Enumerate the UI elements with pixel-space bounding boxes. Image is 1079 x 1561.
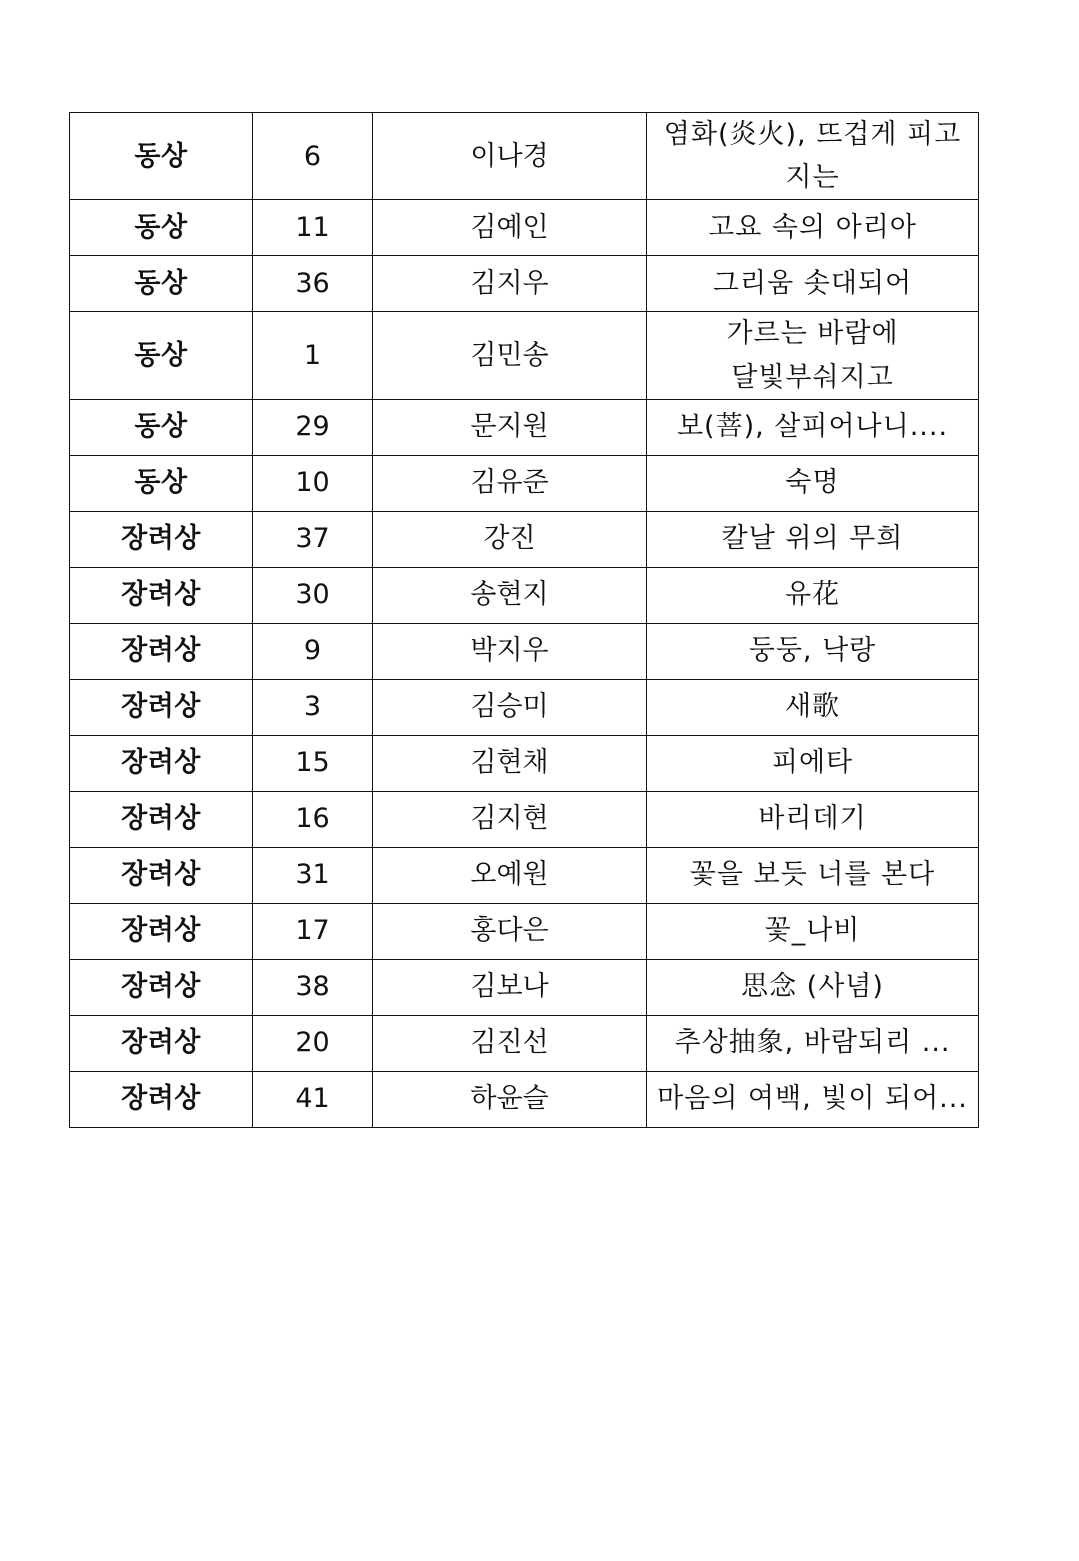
award-cell: 장려상 [70,1071,253,1127]
table-row [70,256,979,312]
award-cell: 장려상 [70,735,253,791]
entry-number-cell: 10 [253,455,373,511]
award-cell: 장려상 [70,1015,253,1071]
table-row [70,847,979,903]
work-title-cell: 마음의 여백, 빛이 되어... [647,1071,979,1127]
entry-number-cell: 11 [253,200,373,256]
table-row [70,1071,979,1127]
table-row [70,959,979,1015]
entry-number-cell: 36 [253,256,373,312]
participant-name-cell: 하윤슬 [373,1071,647,1127]
participant-name-cell: 홍다은 [373,903,647,959]
award-cell: 동상 [70,312,253,399]
award-cell: 장려상 [70,959,253,1015]
award-cell: 동상 [70,256,253,312]
entry-number-cell: 37 [253,511,373,567]
award-results-table [69,112,979,1128]
work-title-cell: 새歌 [647,679,979,735]
participant-name-cell: 김현채 [373,735,647,791]
entry-number-cell: 17 [253,903,373,959]
participant-name-cell: 김예인 [373,200,647,256]
entry-number-cell: 31 [253,847,373,903]
participant-name-cell: 박지우 [373,623,647,679]
work-title-cell: 유花 [647,567,979,623]
entry-number-cell: 6 [253,113,373,200]
table-row [70,113,979,200]
participant-name-cell: 김승미 [373,679,647,735]
award-cell: 동상 [70,455,253,511]
award-cell: 장려상 [70,679,253,735]
table-row [70,511,979,567]
participant-name-cell: 김지현 [373,791,647,847]
award-cell: 장려상 [70,791,253,847]
work-title-cell: 추상抽象, 바람되리 ... [647,1015,979,1071]
entry-number-cell: 38 [253,959,373,1015]
table-row [70,791,979,847]
entry-number-cell: 20 [253,1015,373,1071]
award-cell: 동상 [70,399,253,455]
participant-name-cell: 김지우 [373,256,647,312]
work-title-cell: 그리움 솟대되어 [647,256,979,312]
participant-name-cell: 송현지 [373,567,647,623]
participant-name-cell: 김민송 [373,312,647,399]
table-row [70,312,979,399]
work-title-cell: 숙명 [647,455,979,511]
award-cell: 장려상 [70,623,253,679]
award-results-body [70,113,979,1128]
participant-name-cell: 강진 [373,511,647,567]
entry-number-cell: 15 [253,735,373,791]
work-title-cell: 꽃_나비 [647,903,979,959]
participant-name-cell: 문지원 [373,399,647,455]
award-cell: 장려상 [70,567,253,623]
work-title-cell: 思念 (사념) [647,959,979,1015]
participant-name-cell: 김유준 [373,455,647,511]
table-row [70,903,979,959]
participant-name-cell: 김보나 [373,959,647,1015]
entry-number-cell: 3 [253,679,373,735]
participant-name-cell: 김진선 [373,1015,647,1071]
work-title-cell: 칼날 위의 무희 [647,511,979,567]
table-row [70,679,979,735]
award-cell: 동상 [70,200,253,256]
work-title-cell: 둥둥, 낙랑 [647,623,979,679]
work-title-cell: 염화(炎火), 뜨겁게 피고 지는 [647,113,979,200]
table-row [70,1015,979,1071]
work-title-cell: 꽃을 보듯 너를 본다 [647,847,979,903]
entry-number-cell: 16 [253,791,373,847]
entry-number-cell: 1 [253,312,373,399]
entry-number-cell: 29 [253,399,373,455]
entry-number-cell: 9 [253,623,373,679]
table-row [70,399,979,455]
work-title-cell: 고요 속의 아리아 [647,200,979,256]
work-title-cell: 피에타 [647,735,979,791]
work-title-cell: 가르는 바람에 달빛부숴지고 [647,312,979,399]
table-row [70,735,979,791]
participant-name-cell: 오예원 [373,847,647,903]
table-row [70,623,979,679]
work-title-cell: 바리데기 [647,791,979,847]
award-cell: 장려상 [70,511,253,567]
table-row [70,567,979,623]
participant-name-cell: 이나경 [373,113,647,200]
award-cell: 동상 [70,113,253,200]
work-title-cell: 보(菩), 살피어나니.... [647,399,979,455]
award-cell: 장려상 [70,903,253,959]
award-cell: 장려상 [70,847,253,903]
entry-number-cell: 30 [253,567,373,623]
entry-number-cell: 41 [253,1071,373,1127]
table-row [70,455,979,511]
table-row [70,200,979,256]
